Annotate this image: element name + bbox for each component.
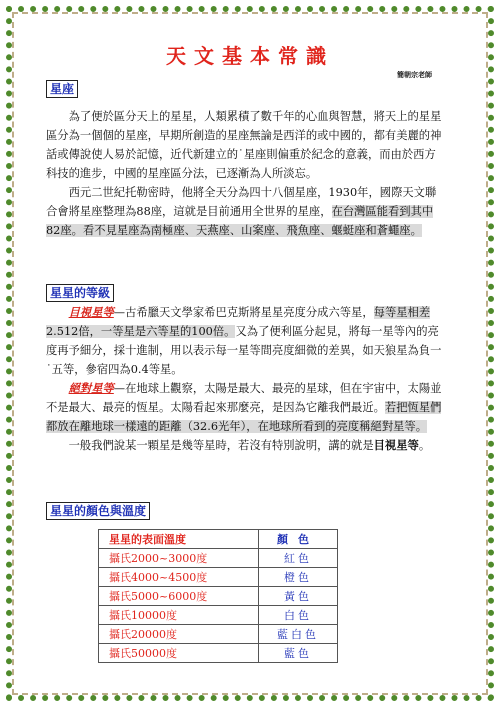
row-color: 藍色 [259, 644, 338, 663]
constellation-paragraph-2 [46, 183, 446, 240]
visual-magnitude-term: 目視星等 [68, 305, 114, 319]
magnitude-p1-part1: —古希臘天文學家希巴克斯將星星亮度分成六等星， [113, 306, 374, 319]
table-row [99, 625, 338, 644]
table-row [99, 606, 338, 625]
section-heading-color: 星星的顏色與溫度 [46, 502, 150, 520]
row-temp: 攝氏50000度 [99, 644, 259, 663]
table-row [99, 568, 338, 587]
magnitude-text [46, 303, 446, 455]
row-temp: 攝氏5000~6000度 [99, 587, 259, 606]
table-row [99, 587, 338, 606]
row-temp: 攝氏10000度 [99, 606, 259, 625]
constellation-p2-part1: 西元二世紀托勒密時，他將全天分為四十八個星座，1930年，國際天文聯合會將星座整理為88座，這就是目前通用全世界的星座， [46, 186, 437, 218]
table-header-row [99, 530, 338, 549]
magnitude-p1-part3: 又為了便利區分起見，將每一星等內的亮度再予細分，採十進制，用以表示每一星等間亮度細微的差異，如天狼星為負一˙五等，參宿四為0.4等星。 [46, 325, 442, 376]
section-heading-magnitude: 星星的等級 [46, 284, 114, 302]
magnitude-paragraph-1 [46, 303, 446, 379]
magnitude-paragraph-2 [46, 379, 446, 436]
author-name: 簡朝宗老師 [397, 70, 432, 79]
magnitude-p3-bold: 目視星等 [373, 438, 419, 452]
temperature-color-table [98, 529, 338, 663]
table-row [99, 549, 338, 568]
table-row [99, 644, 338, 663]
absolute-magnitude-term: 絕對星等 [68, 381, 114, 395]
header-surface-temp: 星星的表面溫度 [99, 530, 259, 549]
constellation-p2-highlight: 在台灣區能看到其中82座。看不見星座為南極座、天燕座、山案座、飛魚座、蝘蜓座和蒼蠅座。 [46, 205, 434, 237]
magnitude-p3-part1: 一般我們說某一顆星是幾等星時，若沒有特別說明，講的就是 [68, 439, 374, 452]
magnitude-paragraph-3 [46, 436, 446, 455]
magnitude-p1-highlight: 每等星相差2.512倍，一等星是六等星的100倍。 [46, 306, 431, 338]
magnitude-p2-part1: —在地球上觀察，太陽是最大、最亮的星球，但在宇宙中，太陽並不是最大、最亮的恆星。太陽看起來那麼亮，是因為它離我們最近。 [46, 382, 442, 414]
magnitude-p3-end: 。 [418, 439, 431, 452]
row-temp: 攝氏4000~4500度 [99, 568, 259, 587]
row-temp: 攝氏20000度 [99, 625, 259, 644]
magnitude-p2-highlight: 若把恆星們都放在離地球一樣遠的距離（32.6光年），在地球所看到的亮度稱絕對星等。 [46, 401, 442, 433]
row-temp: 攝氏2000~3000度 [99, 549, 259, 568]
row-color: 白色 [259, 606, 338, 625]
header-color: 顏色 [259, 530, 338, 549]
page-title: 天文基本常識 [166, 44, 334, 68]
row-color: 紅色 [259, 549, 338, 568]
row-color: 黃色 [259, 587, 338, 606]
row-color: 橙色 [259, 568, 338, 587]
constellation-paragraph-1: 為了便於區分天上的星星，人類累積了數千年的心血與智慧，將天上的星星區分為一個個的星座，早期所創造的星座無論是西洋的或中國的，都有美麗的神話或傳說使人易於記憶，近代新建立的˙星座則偏重於紀念的意義，而由於西方科技的進步，中國的星座區分法，已逐漸為人所淡忘。 [46, 110, 442, 180]
section-heading-constellation: 星座 [46, 80, 78, 98]
constellation-text [46, 107, 446, 240]
row-color: 藍白色 [259, 625, 338, 644]
